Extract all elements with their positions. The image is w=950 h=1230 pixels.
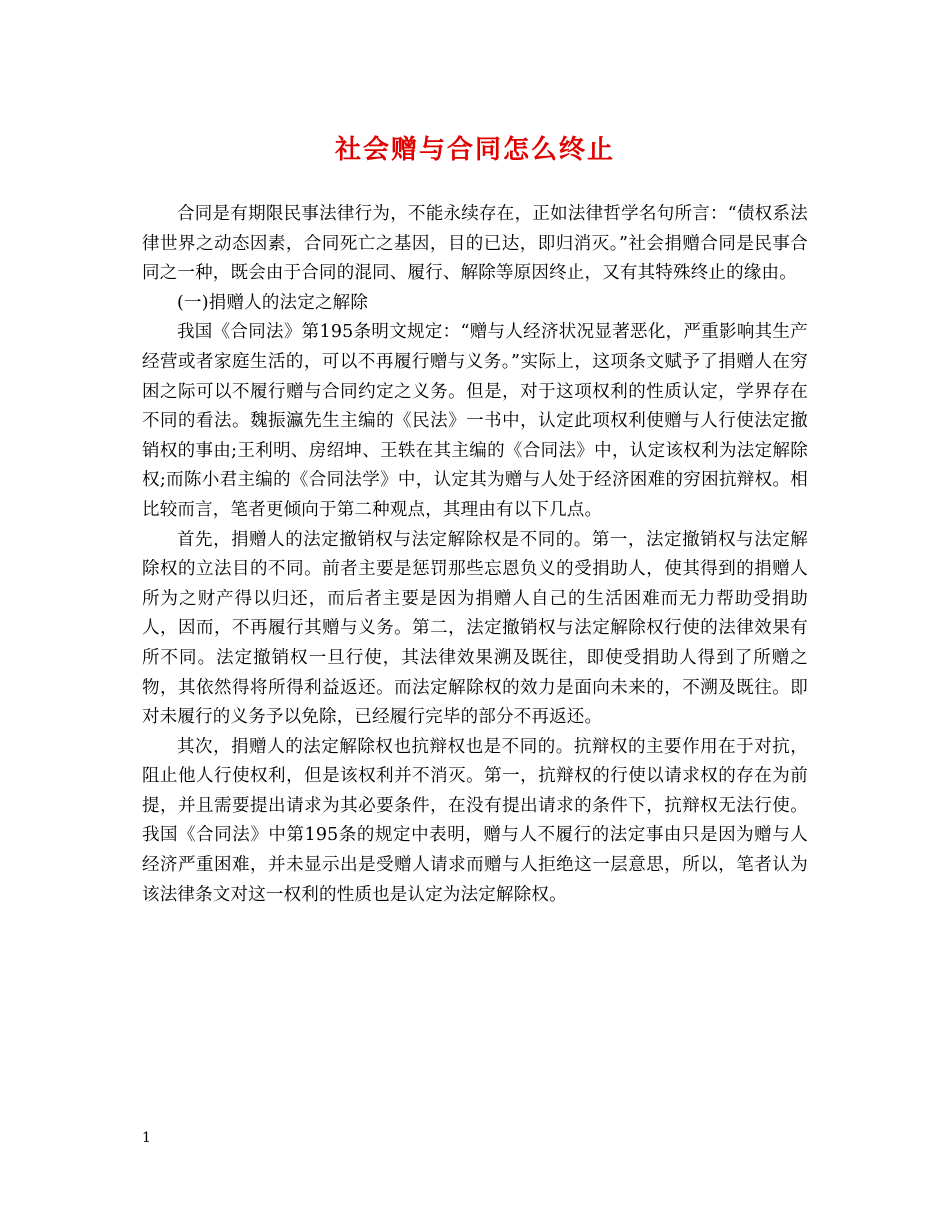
paragraph: 首先，捐赠人的法定撤销权与法定解除权是不同的。第一，法定撤销权与法定解除权的立法目的不同。前者主要是惩罚那些忘恩负义的受捐助人，使其得到的捐赠人所为之财产得以归还，而后者主要是因为捐赠人自己的生活困难而无力帮助受捐助人，因而，不再履行其赠与义务。第二，法定撤销权与法定解除权行使的法律效果有所不同。法定撤销权一旦行使，其法律效果溯及既往，即使受捐助人得到了所赠之物，其依然得将所得利益返还。而法定解除权的效力是面向未来的，不溯及既往。即对未履行的义务予以免除，已经履行完毕的部分不再返还。 <box>142 529 808 728</box>
paragraph: 合同是有期限民事法律行为，不能永续存在，正如法律哲学名句所言：“债权系法律世界之动态因素，合同死亡之基因，目的已达，即归消灭。”社会捐赠合同是民事合同之一种，既会由于合同的混同、履行、解除等原因终止，又有其特殊终止的缘由。 <box>142 204 808 284</box>
document-body <box>142 200 808 910</box>
page-number: 1 <box>142 1130 151 1146</box>
paragraph: 其次，捐赠人的法定解除权也抗辩权也是不同的。抗辩权的主要作用在于对抗，阻止他人行使权利，但是该权利并不消灭。第一，抗辩权的行使以请求权的存在为前提，并且需要提出请求为其必要条件，在没有提出请求的条件下，抗辩权无法行使。我国《合同法》中第195条的规定中表明，赠与人不履行的法定事由只是因为赠与人经济严重困难，并未显示出是受赠人请求而赠与人拒绝这一层意思，所以，笔者认为该法律条文对这一权利的性质也是认定为法定解除权。 <box>142 736 808 905</box>
section-heading: (一)捐赠人的法定之解除 <box>177 292 369 313</box>
paragraph: 我国《合同法》第195条明文规定：“赠与人经济状况显著恶化，严重影响其生产经营或者家庭生活的，可以不再履行赠与义务。”实际上，这项条文赋予了捐赠人在穷困之际可以不履行赠与合同约定之义务。但是，对于这项权利的性质认定，学界存在不同的看法。魏振瀛先生主编的《民法》一书中，认定此项权利使赠与人行使法定撤销权的事由;王利明、房绍坤、王轶在其主编的《合同法》中，认定该权利为法定解除权;而陈小君主编的《合同法学》中，认定其为赠与人处于经济困难的穷困抗辩权。相比较而言，笔者更倾向于第二种观点，其理由有以下几点。 <box>142 322 808 520</box>
document-title: 社会赠与合同怎么终止 <box>334 135 615 165</box>
